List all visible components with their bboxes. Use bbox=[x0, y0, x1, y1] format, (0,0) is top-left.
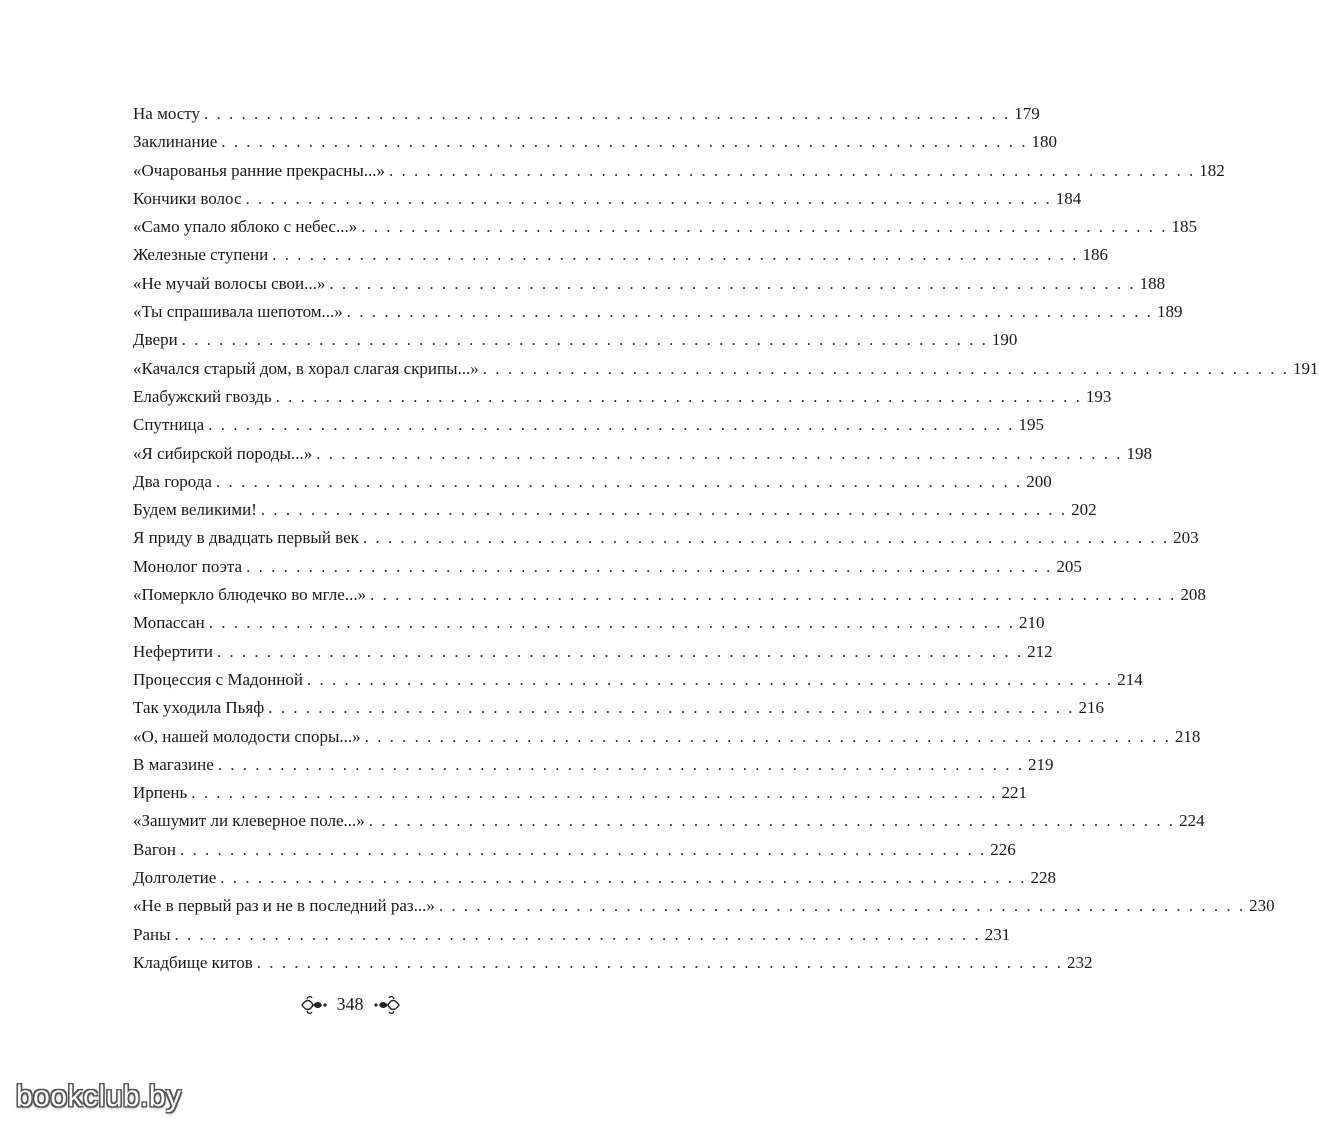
toc-entry-title: Раны bbox=[133, 924, 171, 944]
table-of-contents bbox=[133, 100, 1319, 977]
toc-entry bbox=[133, 496, 1097, 524]
toc-entry-page: 184 bbox=[1055, 188, 1082, 208]
toc-entry-page: 203 bbox=[1173, 528, 1199, 548]
dot-leader: . . . . . . . . . . . . . . . . . . . . . . . . . . . . . . . . . . . . . . . . . . . . . . . . . . . . . . . . . . . . . . . . . bbox=[208, 613, 1016, 633]
toc-entry-page: 202 bbox=[1071, 500, 1097, 520]
toc-entry bbox=[133, 524, 1199, 552]
toc-entry-title: Вагон bbox=[133, 839, 177, 859]
dot-leader: . . . . . . . . . . . . . . . . . . . . . . . . . . . . . . . . . . . . . . . . . . . . . . . . . . . . . . . . . . . . . . . . . bbox=[215, 471, 1023, 491]
dot-leader: . . . . . . . . . . . . . . . . . . . . . . . . . . . . . . . . . . . . . . . . . . . . . . . . . . . . . . . . . . . . . . . . . bbox=[180, 839, 987, 859]
toc-entry-page: 231 bbox=[984, 924, 1011, 944]
toc-entry-title: «Не в первый раз и не в последний раз...» bbox=[133, 896, 435, 916]
toc-entry-page: 185 bbox=[1171, 217, 1197, 237]
toc-entry bbox=[133, 694, 1105, 722]
toc-entry bbox=[133, 241, 1109, 269]
toc-entry bbox=[133, 411, 1044, 439]
toc-entry-title: Долголетие bbox=[133, 868, 217, 888]
dot-leader: . . . . . . . . . . . . . . . . . . . . . . . . . . . . . . . . . . . . . . . . . . . . . . . . . . . . . . . . . . . . . . . . . bbox=[275, 386, 1082, 406]
dot-leader: . . . . . . . . . . . . . . . . . . . . . . . . . . . . . . . . . . . . . . . . . . . . . . . . . . . . . . . . . . . . . . . . . bbox=[364, 726, 1171, 746]
toc-entry-title: Двери bbox=[133, 330, 178, 350]
page-footer bbox=[0, 994, 700, 1015]
toc-entry-title: «Очарованья ранние прекрасны...» bbox=[133, 160, 386, 180]
toc-entry-title: Спутница bbox=[133, 415, 205, 435]
dot-leader: . . . . . . . . . . . . . . . . . . . . . . . . . . . . . . . . . . . . . . . . . . . . . . . . . . . . . . . . . . . . . . . . . bbox=[316, 443, 1123, 463]
toc-entry-title: Ирпень bbox=[133, 783, 188, 803]
toc-entry-title: Два города bbox=[133, 471, 212, 491]
dot-leader: . . . . . . . . . . . . . . . . . . . . . . . . . . . . . . . . . . . . . . . . . . . . . . . . . . . . . . . . . . . . . . . . . bbox=[272, 245, 1079, 265]
toc-entry-page: 189 bbox=[1157, 302, 1183, 322]
toc-entry bbox=[133, 864, 1057, 892]
toc-entry bbox=[133, 100, 1040, 128]
toc-entry-page: 205 bbox=[1056, 556, 1082, 576]
toc-entry-page: 186 bbox=[1082, 245, 1109, 265]
dot-leader: . . . . . . . . . . . . . . . . . . . . . . . . . . . . . . . . . . . . . . . . . . . . . . . . . . . . . . . . . . . . . . . . . bbox=[482, 358, 1290, 378]
toc-entry-title: На мосту bbox=[133, 104, 201, 123]
toc-entry bbox=[133, 836, 1016, 864]
watermark: bookclub.by bbox=[16, 1080, 182, 1113]
toc-entry bbox=[133, 440, 1152, 468]
toc-entry-page: 180 bbox=[1031, 132, 1058, 152]
toc-entry bbox=[133, 553, 1082, 581]
fleuron-left-icon bbox=[301, 995, 327, 1015]
toc-entry-page: 214 bbox=[1117, 669, 1143, 689]
toc-entry-page: 221 bbox=[1001, 783, 1028, 803]
toc-entry-page: 195 bbox=[1018, 415, 1044, 435]
toc-entry-title: Мопассан bbox=[133, 613, 205, 633]
toc-entry bbox=[133, 921, 1011, 949]
toc-list bbox=[133, 100, 1319, 977]
dot-leader: . . . . . . . . . . . . . . . . . . . . . . . . . . . . . . . . . . . . . . . . . . . . . . . . . . . . . . . . . . . . . . . . . bbox=[221, 132, 1028, 152]
dot-leader: . . . . . . . . . . . . . . . . . . . . . . . . . . . . . . . . . . . . . . . . . . . . . . . . . . . . . . . . . . . . . . . . . bbox=[216, 641, 1024, 661]
toc-entry-page: 224 bbox=[1179, 811, 1205, 831]
toc-entry bbox=[133, 468, 1052, 496]
dot-leader: . . . . . . . . . . . . . . . . . . . . . . . . . . . . . . . . . . . . . . . . . . . . . . . . . . . . . . . . . . . . . . . . . bbox=[174, 924, 981, 944]
toc-entry bbox=[133, 892, 1275, 920]
toc-entry-title: «Не мучай волосы свои...» bbox=[133, 273, 326, 293]
fleuron-right-icon bbox=[374, 995, 400, 1015]
toc-entry bbox=[133, 751, 1054, 779]
toc-entry-page: 208 bbox=[1180, 585, 1206, 605]
toc-entry-page: 210 bbox=[1019, 613, 1045, 633]
dot-leader: . . . . . . . . . . . . . . . . . . . . . . . . . . . . . . . . . . . . . . . . . . . . . . . . . . . . . . . . . . . . . . . . . bbox=[181, 330, 988, 350]
dot-leader: . . . . . . . . . . . . . . . . . . . . . . . . . . . . . . . . . . . . . . . . . . . . . . . . . . . . . . . . . . . . . . . . . bbox=[191, 783, 998, 803]
dot-leader: . . . . . . . . . . . . . . . . . . . . . . . . . . . . . . . . . . . . . . . . . . . . . . . . . . . . . . . . . . . . . . . . . bbox=[220, 868, 1027, 888]
toc-entry bbox=[133, 807, 1205, 835]
toc-entry-title: «О, нашей молодости споры...» bbox=[133, 726, 361, 746]
toc-entry-page: 212 bbox=[1027, 641, 1053, 661]
toc-entry-title: «Ты спрашивала шепотом...» bbox=[133, 302, 343, 322]
toc-entry bbox=[133, 723, 1201, 751]
toc-entry-page: 179 bbox=[1014, 104, 1040, 123]
toc-entry-page: 188 bbox=[1139, 273, 1166, 293]
dot-leader: . . . . . . . . . . . . . . . . . . . . . . . . . . . . . . . . . . . . . . . . . . . . . . . . . . . . . . . . . . . . . . . . . bbox=[370, 585, 1177, 605]
toc-entry-title: «Само упало яблоко с небес...» bbox=[133, 217, 358, 237]
toc-entry-title: Заклинание bbox=[133, 132, 218, 152]
dot-leader: . . . . . . . . . . . . . . . . . . . . . . . . . . . . . . . . . . . . . . . . . . . . . . . . . . . . . . . . . . . . . . . . . bbox=[389, 160, 1196, 180]
toc-entry-title: Я приду в двадцать первый век bbox=[133, 528, 359, 548]
toc-entry-title: «Померкло блюдечко во мгле...» bbox=[133, 585, 367, 605]
toc-entry-page: 216 bbox=[1078, 698, 1105, 718]
toc-entry-page: 219 bbox=[1028, 754, 1054, 774]
dot-leader: . . . . . . . . . . . . . . . . . . . . . . . . . . . . . . . . . . . . . . . . . . . . . . . . . . . . . . . . . . . . . . . . . bbox=[346, 302, 1154, 322]
toc-entry bbox=[133, 355, 1319, 383]
toc-entry bbox=[133, 213, 1197, 241]
toc-entry-title: Нефертити bbox=[133, 641, 213, 661]
dot-leader: . . . . . . . . . . . . . . . . . . . . . . . . . . . . . . . . . . . . . . . . . . . . . . . . . . . . . . . . . . . . . . . . . bbox=[438, 896, 1246, 916]
toc-entry-title: Кончики волос bbox=[133, 188, 242, 208]
dot-leader: . . . . . . . . . . . . . . . . . . . . . . . . . . . . . . . . . . . . . . . . . . . . . . . . . . . . . . . . . . . . . . . . . bbox=[307, 669, 1114, 689]
toc-entry-title: Железные ступени bbox=[133, 245, 269, 265]
toc-entry-page: 191 bbox=[1293, 358, 1319, 378]
toc-entry-title: Процессия с Мадонной bbox=[133, 669, 303, 689]
toc-entry-title: В магазине bbox=[133, 754, 214, 774]
toc-entry-page: 230 bbox=[1249, 896, 1275, 916]
dot-leader: . . . . . . . . . . . . . . . . . . . . . . . . . . . . . . . . . . . . . . . . . . . . . . . . . . . . . . . . . . . . . . . . . bbox=[362, 528, 1170, 548]
toc-entry-page: 198 bbox=[1126, 443, 1152, 463]
toc-entry-title: Монолог поэта bbox=[133, 556, 243, 576]
toc-entry-page: 193 bbox=[1085, 386, 1112, 406]
dot-leader: . . . . . . . . . . . . . . . . . . . . . . . . . . . . . . . . . . . . . . . . . . . . . . . . . . . . . . . . . . . . . . . . . bbox=[245, 188, 1052, 208]
toc-entry bbox=[133, 949, 1093, 977]
toc-entry-title: «Зашумит ли клеверное поле...» bbox=[133, 811, 365, 831]
toc-entry bbox=[133, 383, 1112, 411]
toc-entry-page: 226 bbox=[990, 839, 1016, 859]
toc-entry-title: Кладбище китов bbox=[133, 952, 253, 972]
toc-entry-page: 228 bbox=[1030, 868, 1057, 888]
toc-entry bbox=[133, 779, 1028, 807]
toc-entry bbox=[133, 157, 1225, 185]
toc-entry bbox=[133, 666, 1143, 694]
toc-entry-title: «Я сибирской породы...» bbox=[133, 443, 313, 463]
toc-entry bbox=[133, 326, 1018, 354]
toc-entry-page: 182 bbox=[1199, 160, 1225, 180]
toc-entry bbox=[133, 270, 1166, 298]
dot-leader: . . . . . . . . . . . . . . . . . . . . . . . . . . . . . . . . . . . . . . . . . . . . . . . . . . . . . . . . . . . . . . . . . bbox=[204, 104, 1011, 123]
dot-leader: . . . . . . . . . . . . . . . . . . . . . . . . . . . . . . . . . . . . . . . . . . . . . . . . . . . . . . . . . . . . . . . . . bbox=[246, 556, 1053, 576]
toc-entry bbox=[133, 581, 1206, 609]
dot-leader: . . . . . . . . . . . . . . . . . . . . . . . . . . . . . . . . . . . . . . . . . . . . . . . . . . . . . . . . . . . . . . . . . bbox=[208, 415, 1015, 435]
toc-entry bbox=[133, 128, 1058, 156]
toc-entry-title: Будем великими! bbox=[133, 500, 257, 520]
page-number: 348 bbox=[336, 994, 364, 1014]
toc-entry-page: 200 bbox=[1026, 471, 1052, 491]
dot-leader: . . . . . . . . . . . . . . . . . . . . . . . . . . . . . . . . . . . . . . . . . . . . . . . . . . . . . . . . . . . . . . . . . bbox=[256, 952, 1063, 972]
toc-entry-title: «Качался старый дом, в хорал слагая скрипы...» bbox=[133, 358, 479, 378]
toc-entry bbox=[133, 298, 1183, 326]
toc-entry-page: 232 bbox=[1067, 952, 1093, 972]
toc-entry bbox=[133, 609, 1045, 637]
dot-leader: . . . . . . . . . . . . . . . . . . . . . . . . . . . . . . . . . . . . . . . . . . . . . . . . . . . . . . . . . . . . . . . . . bbox=[268, 698, 1075, 718]
dot-leader: . . . . . . . . . . . . . . . . . . . . . . . . . . . . . . . . . . . . . . . . . . . . . . . . . . . . . . . . . . . . . . . . . bbox=[368, 811, 1176, 831]
toc-entry-title: Елабужский гвоздь bbox=[133, 386, 272, 406]
dot-leader: . . . . . . . . . . . . . . . . . . . . . . . . . . . . . . . . . . . . . . . . . . . . . . . . . . . . . . . . . . . . . . . . . bbox=[361, 217, 1168, 237]
toc-entry-title: Так уходила Пьяф bbox=[133, 698, 265, 718]
dot-leader: . . . . . . . . . . . . . . . . . . . . . . . . . . . . . . . . . . . . . . . . . . . . . . . . . . . . . . . . . . . . . . . . . bbox=[217, 754, 1024, 774]
dot-leader: . . . . . . . . . . . . . . . . . . . . . . . . . . . . . . . . . . . . . . . . . . . . . . . . . . . . . . . . . . . . . . . . . bbox=[329, 273, 1136, 293]
toc-entry bbox=[133, 185, 1082, 213]
toc-entry-page: 190 bbox=[991, 330, 1018, 350]
toc-entry-page: 218 bbox=[1174, 726, 1201, 746]
toc-entry bbox=[133, 638, 1053, 666]
dot-leader: . . . . . . . . . . . . . . . . . . . . . . . . . . . . . . . . . . . . . . . . . . . . . . . . . . . . . . . . . . . . . . . . . bbox=[260, 500, 1068, 520]
